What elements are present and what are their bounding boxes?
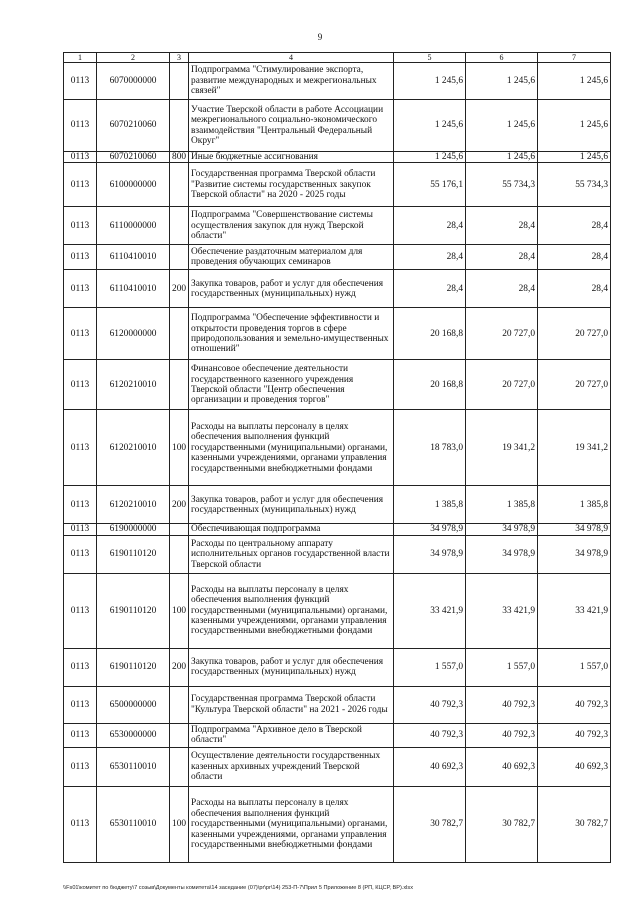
amount-col6-cell: 20 727,0 [466,360,538,410]
column-header: 4 [189,53,394,63]
amount-col7-cell: 30 782,7 [538,786,611,862]
amount-col7-cell: 40 792,3 [538,686,611,723]
description-cell: Государственная программа Тверской области "Развитие системы государственных закупок Тверской области" на 2020 - 2025 годы [189,163,394,207]
section-code-cell: 0113 [64,163,97,207]
amount-col6-cell: 28,4 [466,207,538,245]
table-row [64,747,611,786]
amount-col7-cell: 19 341,2 [538,410,611,486]
amount-col6-cell: 34 978,9 [466,535,538,573]
target-article-cell: 6120210010 [97,410,170,486]
table-row [64,410,611,486]
amount-col7-cell: 20 727,0 [538,360,611,410]
amount-col6-cell: 1 245,6 [466,100,538,152]
target-article-cell: 6530000000 [97,723,170,747]
table-row [64,63,611,100]
description-cell: Обеспечивающая подпрограмма [189,524,394,535]
amount-col6-cell: 40 792,3 [466,686,538,723]
description-cell: Государственная программа Тверской области "Культура Тверской области" на 2021 - 2026 годы [189,686,394,723]
amount-col5-cell: 1 385,8 [394,486,466,524]
amount-col7-cell: 55 734,3 [538,163,611,207]
amount-col6-cell: 1 557,0 [466,648,538,686]
target-article-cell: 6070000000 [97,63,170,100]
amount-col6-cell: 34 978,9 [466,524,538,535]
amount-col5-cell: 30 782,7 [394,786,466,862]
amount-col7-cell: 34 978,9 [538,524,611,535]
description-cell: Иные бюджетные ассигнования [189,152,394,163]
section-code-cell: 0113 [64,486,97,524]
target-article-cell: 6190110120 [97,573,170,648]
expense-type-cell: 100 [170,410,189,486]
target-article-cell: 6530110010 [97,747,170,786]
amount-col7-cell: 28,4 [538,245,611,270]
amount-col7-cell: 20 727,0 [538,308,611,360]
table-row [64,723,611,747]
amount-col5-cell: 40 792,3 [394,723,466,747]
column-header: 5 [394,53,466,63]
expense-type-cell: 200 [170,486,189,524]
table-row [64,207,611,245]
amount-col7-cell: 40 692,3 [538,747,611,786]
expense-type-cell [170,308,189,360]
amount-col5-cell: 40 792,3 [394,686,466,723]
table-row [64,535,611,573]
amount-col6-cell: 1 245,6 [466,63,538,100]
expense-type-cell [170,100,189,152]
target-article-cell: 6500000000 [97,686,170,723]
target-article-cell: 6110000000 [97,207,170,245]
target-article-cell: 6190110120 [97,648,170,686]
section-code-cell: 0113 [64,410,97,486]
amount-col7-cell: 1 245,6 [538,152,611,163]
amount-col6-cell: 30 782,7 [466,786,538,862]
section-code-cell: 0113 [64,573,97,648]
amount-col7-cell: 28,4 [538,207,611,245]
description-cell: Финансовое обеспечение деятельности государственного казенного учреждения Тверской области "Центр обеспечения организации и проведения торгов" [189,360,394,410]
table-row [64,786,611,862]
amount-col5-cell: 1 245,6 [394,63,466,100]
expense-type-cell [170,207,189,245]
amount-col6-cell: 19 341,2 [466,410,538,486]
amount-col5-cell: 20 168,8 [394,360,466,410]
column-header: 2 [97,53,170,63]
section-code-cell: 0113 [64,648,97,686]
section-code-cell: 0113 [64,308,97,360]
amount-col6-cell: 1 385,8 [466,486,538,524]
description-cell: Расходы по центральному аппарату исполнительных органов государственной власти Тверской области [189,535,394,573]
table-row [64,100,611,152]
expense-type-cell [170,360,189,410]
amount-col5-cell: 34 978,9 [394,535,466,573]
expense-type-cell: 200 [170,270,189,308]
target-article-cell: 6120000000 [97,308,170,360]
amount-col6-cell: 55 734,3 [466,163,538,207]
description-cell: Подпрограмма "Обеспечение эффективности и открытости проведения торгов в сфере природопользования и земельно-имущественных отношений" [189,308,394,360]
amount-col5-cell: 28,4 [394,207,466,245]
description-cell: Обеспечение раздаточным материалом для проведения обучающих семинаров [189,245,394,270]
description-cell: Подпрограмма "Совершенствование системы осуществления закупок для нужд Тверской области" [189,207,394,245]
expense-type-cell [170,686,189,723]
page-number: 9 [317,32,323,42]
expense-type-cell: 100 [170,573,189,648]
column-header: 6 [466,53,538,63]
expense-type-cell [170,535,189,573]
target-article-cell: 6530110010 [97,786,170,862]
column-header: 3 [170,53,189,63]
expense-type-cell: 200 [170,648,189,686]
expense-type-cell [170,747,189,786]
expense-type-cell [170,524,189,535]
description-cell: Закупка товаров, работ и услуг для обеспечения государственных (муниципальных) нужд [189,648,394,686]
target-article-cell: 6190000000 [97,524,170,535]
description-cell: Закупка товаров, работ и услуг для обеспечения государственных (муниципальных) нужд [189,270,394,308]
section-code-cell: 0113 [64,535,97,573]
expense-type-cell [170,723,189,747]
amount-col6-cell: 40 692,3 [466,747,538,786]
amount-col7-cell: 40 792,3 [538,723,611,747]
amount-col5-cell: 40 692,3 [394,747,466,786]
section-code-cell: 0113 [64,207,97,245]
target-article-cell: 6070210060 [97,152,170,163]
amount-col6-cell: 28,4 [466,270,538,308]
description-cell: Участие Тверской области в работе Ассоциации межрегионального социально-экономического взаимодействия "Центральный Федеральный Округ" [189,100,394,152]
amount-col6-cell: 28,4 [466,245,538,270]
section-code-cell: 0113 [64,245,97,270]
table-row [64,524,611,535]
amount-col7-cell: 1 245,6 [538,100,611,152]
description-cell: Расходы на выплаты персоналу в целях обеспечения выполнения функций государственными (муниципальными) органами, казенными учреждениями, органами управления государственными внебюджетными фондами [189,573,394,648]
description-cell: Подпрограмма "Архивное дело в Тверской области" [189,723,394,747]
target-article-cell: 6120210010 [97,486,170,524]
amount-col5-cell: 33 421,9 [394,573,466,648]
target-article-cell: 6110410010 [97,245,170,270]
file-path-footer: \\Fs01\комитет по бюджету\7 созыв\Документы комитета\14 заседание (07)\pr\pr\14) 253-П-7\Прил 5 Приложение 8 (РП, КЦСР, ВР).xlsx [63,885,414,891]
target-article-cell: 6120210010 [97,360,170,410]
expense-type-cell [170,63,189,100]
amount-col7-cell: 1 245,6 [538,63,611,100]
section-code-cell: 0113 [64,360,97,410]
description-cell: Закупка товаров, работ и услуг для обеспечения государственных (муниципальных) нужд [189,486,394,524]
table-row [64,486,611,524]
description-cell: Расходы на выплаты персоналу в целях обеспечения выполнения функций государственными (муниципальными) органами, казенными учреждениями, органами управления государственными внебюджетными фондами [189,786,394,862]
header-row [64,53,611,63]
amount-col5-cell: 20 168,8 [394,308,466,360]
amount-col5-cell: 18 783,0 [394,410,466,486]
table-row [64,270,611,308]
table-row [64,573,611,648]
amount-col6-cell: 20 727,0 [466,308,538,360]
description-cell: Расходы на выплаты персоналу в целях обеспечения выполнения функций государственными (муниципальными) органами, казенными учреждениями, органами управления государственными внебюджетными фондами [189,410,394,486]
table-row [64,360,611,410]
amount-col6-cell: 1 245,6 [466,152,538,163]
description-cell: Осуществление деятельности государственных казенных архивных учреждений Тверской области [189,747,394,786]
target-article-cell: 6190110120 [97,535,170,573]
target-article-cell: 6110410010 [97,270,170,308]
table-row [64,152,611,163]
amount-col7-cell: 33 421,9 [538,573,611,648]
table-row [64,245,611,270]
amount-col5-cell: 1 245,6 [394,152,466,163]
section-code-cell: 0113 [64,63,97,100]
amount-col6-cell: 40 792,3 [466,723,538,747]
section-code-cell: 0113 [64,786,97,862]
target-article-cell: 6100000000 [97,163,170,207]
amount-col5-cell: 28,4 [394,245,466,270]
expense-type-cell: 100 [170,786,189,862]
section-code-cell: 0113 [64,152,97,163]
amount-col5-cell: 1 557,0 [394,648,466,686]
column-header: 7 [538,53,611,63]
section-code-cell: 0113 [64,723,97,747]
expense-type-cell: 800 [170,152,189,163]
section-code-cell: 0113 [64,686,97,723]
amount-col5-cell: 55 176,1 [394,163,466,207]
amount-col7-cell: 1 385,8 [538,486,611,524]
table-row [64,648,611,686]
amount-col5-cell: 34 978,9 [394,524,466,535]
expense-type-cell [170,163,189,207]
section-code-cell: 0113 [64,270,97,308]
table-row [64,163,611,207]
amount-col7-cell: 28,4 [538,270,611,308]
amount-col6-cell: 33 421,9 [466,573,538,648]
amount-col5-cell: 1 245,6 [394,100,466,152]
section-code-cell: 0113 [64,524,97,535]
budget-table [63,52,611,863]
target-article-cell: 6070210060 [97,100,170,152]
table-row [64,308,611,360]
section-code-cell: 0113 [64,747,97,786]
amount-col7-cell: 34 978,9 [538,535,611,573]
amount-col7-cell: 1 557,0 [538,648,611,686]
section-code-cell: 0113 [64,100,97,152]
expense-type-cell [170,245,189,270]
description-cell: Подпрограмма "Стимулирование экспорта, развитие международных и межрегиональных связей" [189,63,394,100]
table-row [64,686,611,723]
column-header: 1 [64,53,97,63]
amount-col5-cell: 28,4 [394,270,466,308]
